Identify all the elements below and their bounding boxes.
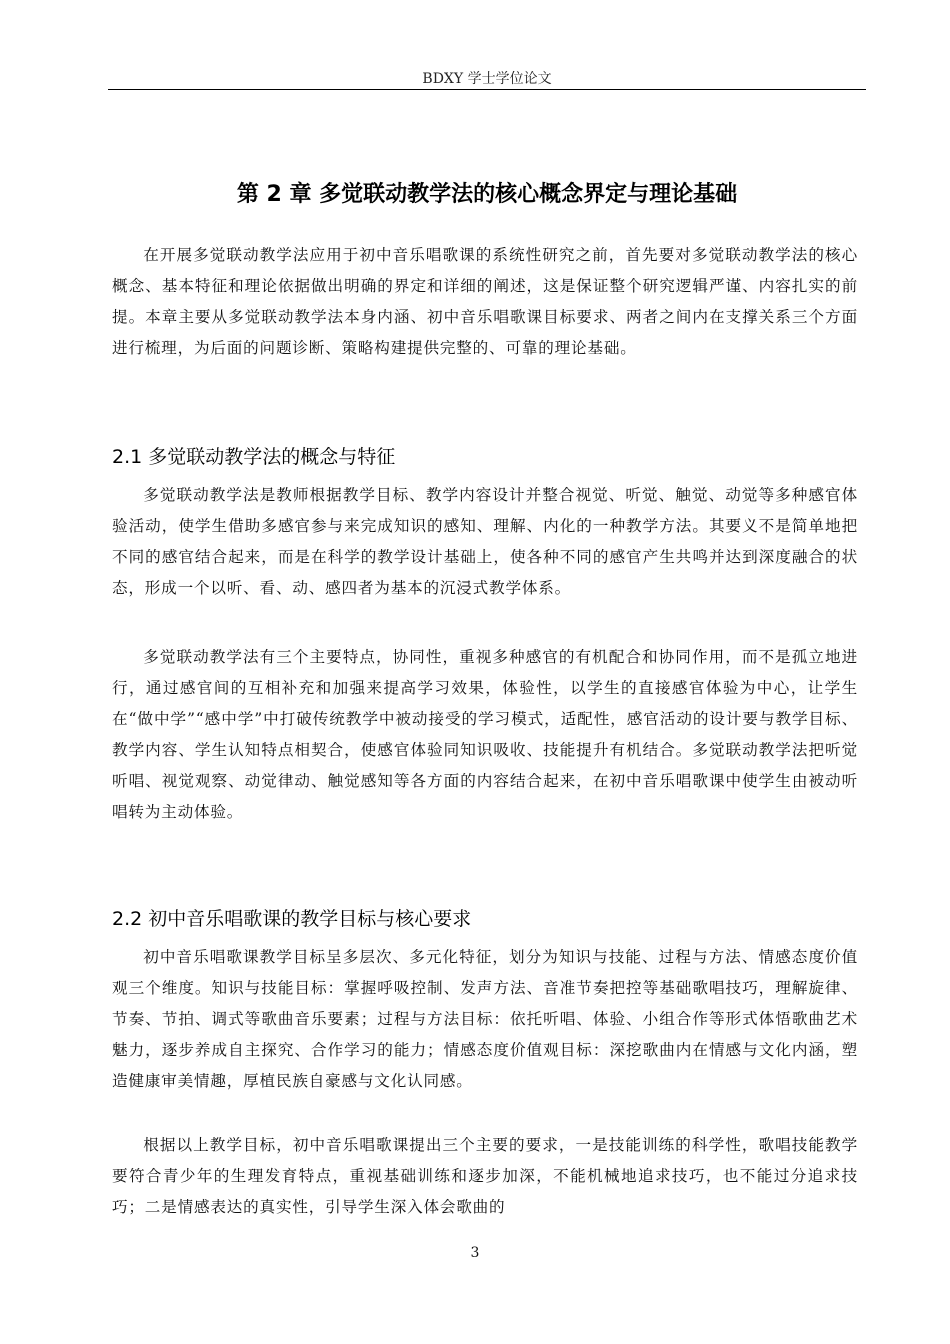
intro-paragraph: 在开展多觉联动教学法应用于初中音乐唱歌课的系统性研究之前，首先要对多觉联动教学法的核心概念、基本特征和理论依据做出明确的界定和详细的阐述，这是保证整个研究逻辑严谨、内容扎实的前提。本章主要从多觉联动教学法本身内涵、初中音乐唱歌课目标要求、两者之间内在支撑关系三个方面进行梳理，为后面的问题诊断、策略构建提供完整的、可靠的理论基础。 [112,246,858,357]
section-2-1-paragraph-2: 多觉联动教学法有三个主要特点，协同性，重视多种感官的有机配合和协同作用，而不是孤立地进行，通过感官间的互相补充和加强来提高学习效果，体验性，以学生的直接感官体验为中心，让学生在“做中学”“感中学”中打破传统教学中被动接受的学习模式，适配性，感官活动的设计要与教学目标、教学内容、学生认知特点相契合，使感官体验同知识吸收、技能提升有机结合。多觉联动教学法把听觉听唱、视觉观察、动觉律动、触觉感知等各方面的内容结合起来，在初中音乐唱歌课中使学生由被动听唱转为主动体验。 [112,648,858,821]
header-rule [108,89,866,90]
page-number: 3 [470,1245,480,1261]
section-2-2-paragraph-2: 根据以上教学目标，初中音乐唱歌课提出三个主要的要求，一是技能训练的科学性，歌唱技能教学要符合青少年的生理发育特点，重视基础训练和逐步加深，不能机械地追求技巧，也不能过分追求技巧；二是情感表达的真实性，引导学生深入体会歌曲的 [112,1136,858,1216]
running-header: BDXY 学士学位论文 [422,71,552,87]
section-2-2-paragraph-1: 初中音乐唱歌课教学目标呈多层次、多元化特征，划分为知识与技能、过程与方法、情感态度价值观三个维度。知识与技能目标：掌握呼吸控制、发声方法、音准节奏把控等基础歌唱技巧，理解旋律、节奏、节拍、调式等歌曲音乐要素；过程与方法目标：依托听唱、体验、小组合作等形式体悟歌曲艺术魅力，逐步养成自主探究、合作学习的能力；情感态度价值观目标：深挖歌曲内在情感与文化内涵，塑造健康审美情趣，厚植民族自豪感与文化认同感。 [112,948,858,1090]
section-2-1-paragraph-1: 多觉联动教学法是教师根据教学目标、教学内容设计并整合视觉、听觉、触觉、动觉等多种感官体验活动，使学生借助多感官参与来完成知识的感知、理解、内化的一种教学方法。其要义不是简单地把不同的感官结合起来，而是在科学的教学设计基础上，使各种不同的感官产生共鸣并达到深度融合的状态，形成一个以听、看、动、感四者为基本的沉浸式教学体系。 [112,486,858,597]
chapter-title: 第 2 章 多觉联动教学法的核心概念界定与理论基础 [236,182,738,207]
section-heading-2-2: 2.2 初中音乐唱歌课的教学目标与核心要求 [112,908,472,930]
section-heading-2-1: 2.1 多觉联动教学法的概念与特征 [112,446,396,468]
